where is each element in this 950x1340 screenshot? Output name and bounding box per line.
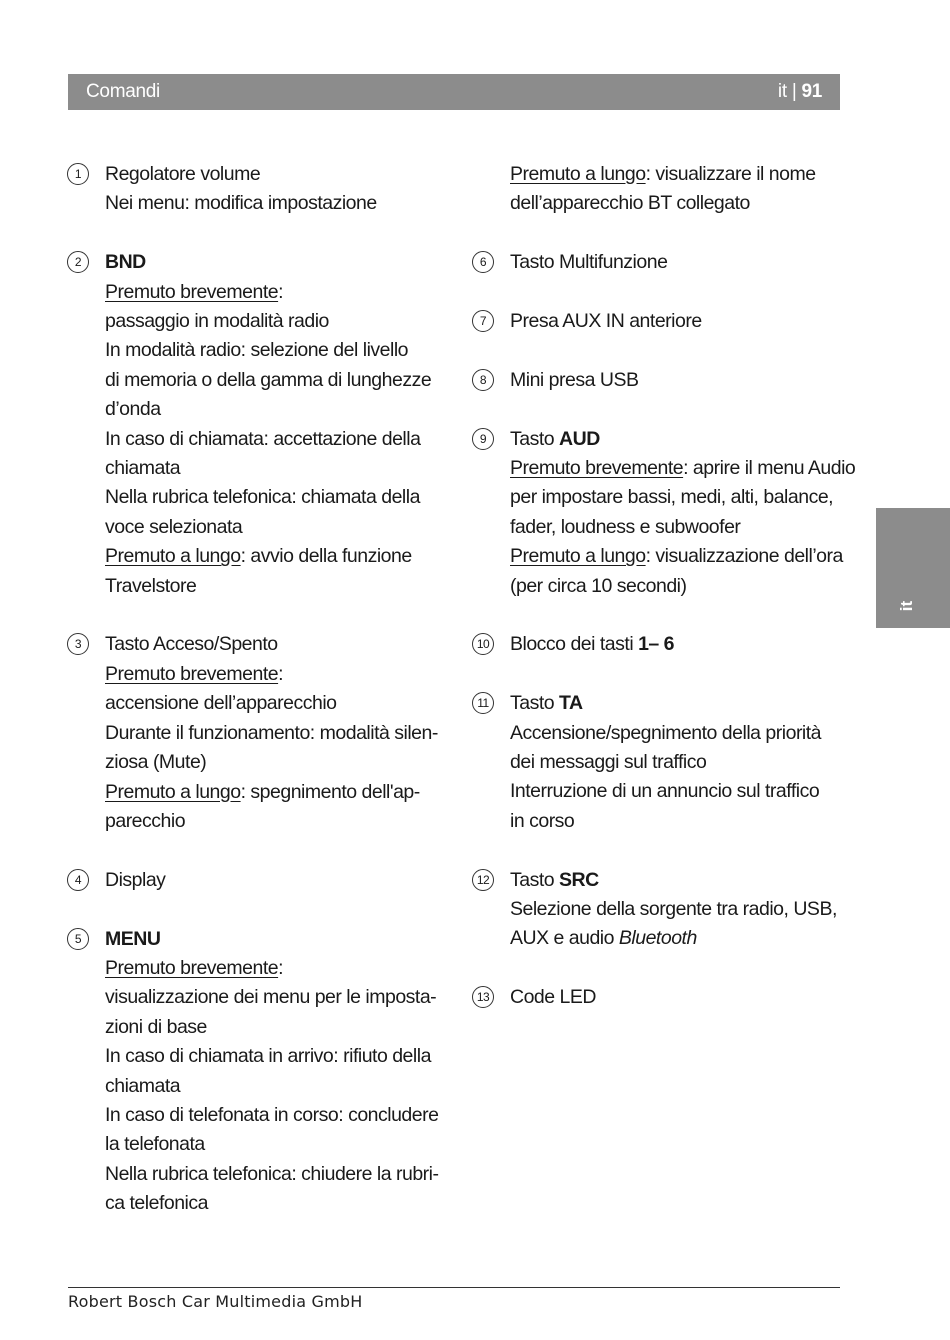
item-line: visualizzazione dei menu per le imposta- xyxy=(105,986,437,1009)
item-line xyxy=(510,924,851,953)
language-code: it xyxy=(777,81,787,102)
item-line: accensione dell’apparecchio xyxy=(105,692,337,715)
item-title: Display xyxy=(105,868,166,891)
list-item-11 xyxy=(471,689,851,836)
item-title: Code LED xyxy=(510,986,596,1009)
item-title xyxy=(510,425,851,454)
right-column xyxy=(471,160,856,1042)
footer-divider xyxy=(68,1287,840,1288)
item-line: ziosa (Mute) xyxy=(105,751,207,774)
item-line: dei messaggi sul traffico xyxy=(510,751,707,774)
page-indicator xyxy=(778,81,822,103)
page-header xyxy=(68,74,840,110)
header-separator: | xyxy=(791,81,797,102)
item-line: per impostare bassi, medi, alti, balance, xyxy=(510,486,834,509)
item-title-key: TA xyxy=(559,692,583,715)
side-tab-label: it xyxy=(897,600,917,612)
item-number-badge: 7 xyxy=(472,310,494,332)
item-line-tail: : xyxy=(278,662,284,685)
item-line xyxy=(510,542,851,571)
item-number-badge: 6 xyxy=(472,251,494,273)
item-line-tail: : xyxy=(278,280,284,303)
list-item-8 xyxy=(471,366,851,395)
item-line xyxy=(105,542,438,571)
item-title: MENU xyxy=(105,927,161,950)
item-number-badge: 5 xyxy=(67,928,89,950)
list-item-13 xyxy=(471,983,851,1012)
item-line: chiamata xyxy=(105,457,181,480)
item-line-tail: : visualizzazione dell’ora xyxy=(645,545,843,568)
item-title-key: AUD xyxy=(559,427,600,450)
item-line: Travelstore xyxy=(105,574,197,597)
list-item-5 xyxy=(66,925,438,1219)
list-item-12 xyxy=(471,866,851,954)
item-title: Mini presa USB xyxy=(510,368,639,391)
item-line: di memoria o della gamma di lunghezze xyxy=(105,368,432,391)
item-title-prefix: Tasto xyxy=(510,868,560,891)
section-title: Comandi xyxy=(86,81,160,102)
item-number-badge: 13 xyxy=(472,986,494,1008)
item-title: BND xyxy=(105,251,146,274)
item-title xyxy=(510,630,851,659)
underlined-term: Premuto brevemente xyxy=(105,956,279,979)
underlined-term: Premuto a lungo xyxy=(510,545,646,568)
item-number-badge: 3 xyxy=(67,633,89,655)
footer-company: Robert Bosch Car Multimedia GmbH xyxy=(68,1292,363,1311)
item-number-badge: 1 xyxy=(67,163,89,185)
item-title: Regolatore volume xyxy=(105,163,261,185)
item-title-key: SRC xyxy=(559,868,599,891)
underlined-term: Premuto a lungo xyxy=(510,163,646,185)
italic-term: Bluetooth xyxy=(618,927,697,950)
item-line xyxy=(510,160,851,189)
item-line-tail: : aprire il menu Audio xyxy=(683,457,856,479)
item-line: dell’apparecchio BT collegato xyxy=(510,192,750,215)
item-title-prefix: Tasto xyxy=(510,692,560,715)
item-line xyxy=(105,778,438,807)
underlined-term: Premuto brevemente xyxy=(510,457,684,479)
item-title-prefix: Tasto xyxy=(510,427,560,450)
item-line: Nei menu: modifica impostazione xyxy=(105,192,377,215)
item-line: In caso di chiamata in arrivo: rifiuto della xyxy=(105,1045,431,1068)
underlined-term: Premuto a lungo xyxy=(105,780,241,803)
left-column xyxy=(66,160,438,1248)
item-line: la telefonata xyxy=(105,1133,205,1156)
item-line xyxy=(105,660,438,689)
item-line: Accensione/spegnimento della priorità xyxy=(510,721,822,744)
page-number: 91 xyxy=(801,81,822,102)
item-line: zioni di base xyxy=(105,1015,207,1038)
item-line: parecchio xyxy=(105,809,186,832)
item-line: voce selezionata xyxy=(105,515,243,538)
list-item-1 xyxy=(66,160,438,219)
item-line: Nella rubrica telefonica: chiudere la rubri- xyxy=(105,1162,439,1185)
item-line xyxy=(105,954,438,983)
language-side-tab xyxy=(876,508,950,628)
item-line: d’onda xyxy=(105,398,161,421)
underlined-term: Premuto brevemente xyxy=(105,662,279,685)
list-item-2 xyxy=(66,248,438,601)
item-line-tail: : spegnimento dell'ap- xyxy=(240,780,420,803)
item-number-badge: 9 xyxy=(472,428,494,450)
item-number-badge: 2 xyxy=(67,251,89,273)
item-number-badge: 11 xyxy=(472,692,494,714)
item-line: Interruzione di un annuncio sul traffico xyxy=(510,780,820,803)
list-item-10 xyxy=(471,630,851,659)
item-title-prefix: Blocco dei tasti xyxy=(510,633,639,656)
list-item-7 xyxy=(471,307,851,336)
item-line-tail: : visualizzare il nome xyxy=(645,163,816,185)
item-number-badge: 10 xyxy=(472,633,494,655)
item-title xyxy=(510,689,851,718)
item-line: In modalità radio: selezione del livello xyxy=(105,339,409,362)
list-item-3 xyxy=(66,630,438,836)
item-line: passaggio in modalità radio xyxy=(105,310,329,333)
item-line: ca telefonica xyxy=(105,1192,208,1215)
item-title xyxy=(510,866,851,895)
item-line: fader, loudness e subwoofer xyxy=(510,515,741,538)
item-title: Tasto Multifunzione xyxy=(510,251,668,274)
item-title-key: 1– 6 xyxy=(638,633,675,656)
underlined-term: Premuto brevemente xyxy=(105,280,279,303)
item-line-tail: : avvio della funzione xyxy=(240,545,412,568)
item-title: Tasto Acceso/Spento xyxy=(105,633,278,656)
item-line: Durante il funzionamento: modalità silen- xyxy=(105,721,438,744)
item-line-head: AUX e audio xyxy=(510,927,619,950)
list-item-9 xyxy=(471,425,856,601)
item-line: chiamata xyxy=(105,1074,181,1097)
item-line: in corso xyxy=(510,809,575,832)
underlined-term: Premuto a lungo xyxy=(105,545,241,568)
list-item-4 xyxy=(66,866,438,895)
item-line-tail: : xyxy=(278,956,284,979)
item-line: In caso di telefonata in corso: concludere xyxy=(105,1103,439,1126)
item-line: In caso di chiamata: accettazione della xyxy=(105,427,421,450)
item-line: Nella rubrica telefonica: chiamata della xyxy=(105,486,420,509)
item-number-badge: 4 xyxy=(67,869,89,891)
item-line: (per circa 10 secondi) xyxy=(510,574,687,597)
list-item-5-continued xyxy=(471,160,851,219)
item-number-badge: 12 xyxy=(472,869,494,891)
item-number-badge: 8 xyxy=(472,369,494,391)
list-item-6 xyxy=(471,248,851,277)
item-line xyxy=(105,278,438,307)
item-line: Selezione della sorgente tra radio, USB, xyxy=(510,898,837,921)
item-title: Presa AUX IN anteriore xyxy=(510,310,702,332)
item-line xyxy=(510,454,856,483)
